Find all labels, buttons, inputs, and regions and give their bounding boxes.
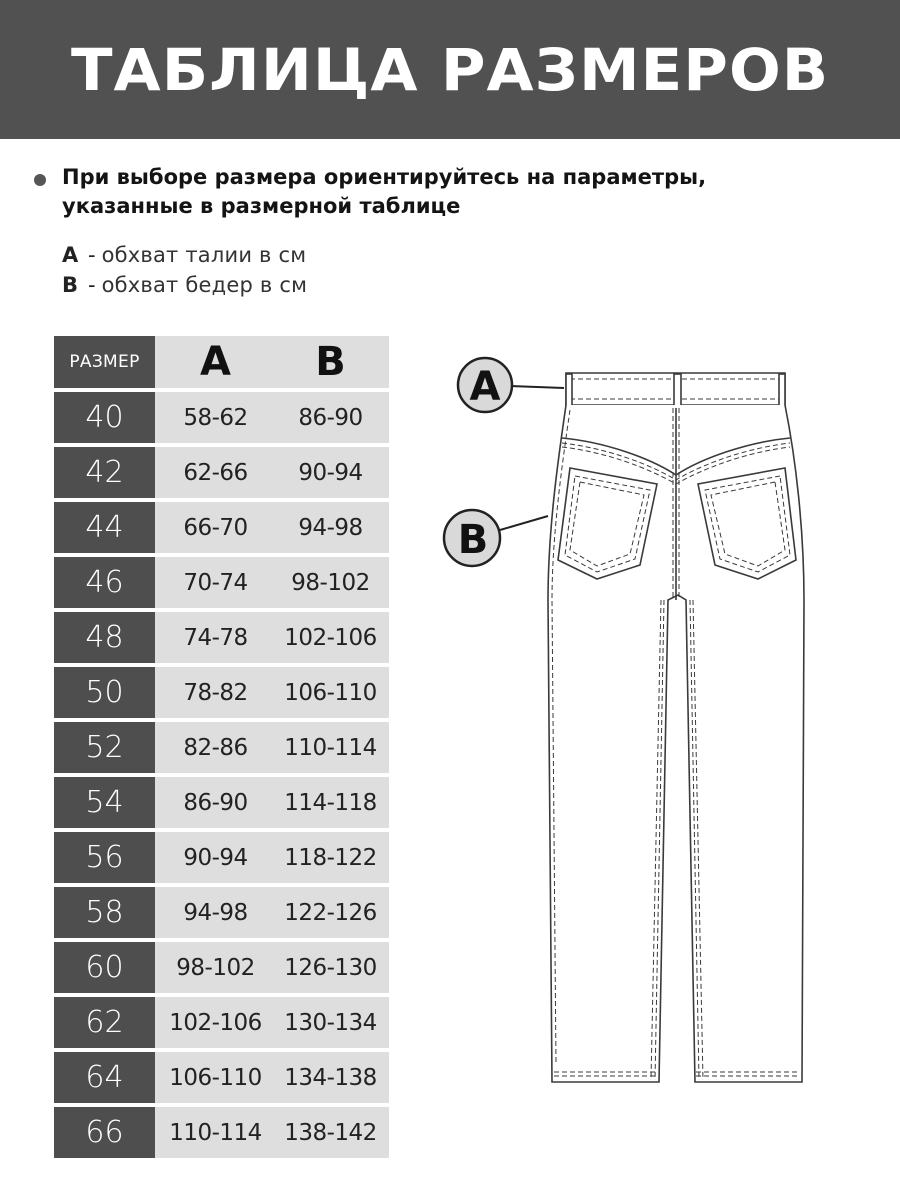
table-row [54, 557, 389, 608]
table-row [54, 612, 389, 663]
values-cell [155, 502, 389, 553]
hips-cell: 90-94 [298, 459, 363, 486]
marker-b [444, 510, 548, 566]
table-row [54, 1107, 389, 1158]
page-title: ТАБЛИЦА РАЗМЕРОВ [70, 35, 830, 104]
hips-cell: 122-126 [284, 899, 377, 926]
values-cell [155, 392, 389, 443]
legend-description: обхват бедер в см [101, 273, 308, 297]
header-b: B [315, 339, 346, 385]
size-cell: 48 [54, 612, 155, 663]
legend-key: B [62, 273, 79, 297]
waist-cell: 86-90 [183, 789, 248, 816]
waist-cell: 70-74 [183, 569, 248, 596]
values-cell [155, 612, 389, 663]
table-row [54, 832, 389, 883]
marker-a [458, 358, 564, 412]
pants-back-icon [430, 350, 850, 1100]
size-cell: 42 [54, 447, 155, 498]
table-body [54, 392, 389, 1158]
svg-text:B: B [457, 517, 489, 563]
waist-cell: 82-86 [183, 734, 248, 761]
table-row [54, 667, 389, 718]
intro-text [62, 163, 706, 221]
waist-cell: 102-106 [169, 1009, 262, 1036]
table-row [54, 1052, 389, 1103]
values-cell [155, 1107, 389, 1158]
legend-description: обхват талии в см [101, 243, 307, 267]
hips-cell: 110-114 [284, 734, 377, 761]
values-cell [155, 1052, 389, 1103]
size-cell: 56 [54, 832, 155, 883]
waist-cell: 62-66 [183, 459, 248, 486]
waist-cell: 66-70 [183, 514, 248, 541]
header-values [155, 336, 389, 388]
hips-cell: 130-134 [284, 1009, 377, 1036]
table-row [54, 777, 389, 828]
waist-cell: 90-94 [183, 844, 248, 871]
legend-key: A [62, 243, 79, 267]
waist-cell: 94-98 [183, 899, 248, 926]
legend-separator: - [88, 243, 96, 267]
size-cell: 64 [54, 1052, 155, 1103]
hips-cell: 94-98 [298, 514, 363, 541]
waist-cell: 58-62 [183, 404, 248, 431]
waist-cell: 110-114 [169, 1119, 262, 1146]
size-cell: 66 [54, 1107, 155, 1158]
intro-bullet-item [34, 163, 854, 221]
values-cell [155, 667, 389, 718]
values-cell [155, 942, 389, 993]
size-cell: 44 [54, 502, 155, 553]
values-cell [155, 777, 389, 828]
table-header-row [54, 336, 389, 388]
hips-cell: 118-122 [284, 844, 377, 871]
size-cell: 54 [54, 777, 155, 828]
hips-cell: 114-118 [284, 789, 377, 816]
svg-text:A: A [469, 364, 501, 410]
intro-text-line1: При выборе размера ориентируйтесь на параметры, [62, 165, 707, 189]
table-row [54, 722, 389, 773]
waist-cell: 78-82 [183, 679, 248, 706]
legend-item-b [62, 270, 307, 300]
size-cell: 62 [54, 997, 155, 1048]
measurement-legend [62, 240, 307, 300]
pants-illustration [430, 350, 850, 1100]
intro-text-line2: указанные в размерной таблице [62, 194, 461, 218]
hips-cell: 134-138 [284, 1064, 377, 1091]
size-cell: 52 [54, 722, 155, 773]
intro-note [34, 163, 854, 221]
hips-cell: 102-106 [284, 624, 377, 651]
waist-cell: 106-110 [169, 1064, 262, 1091]
values-cell [155, 997, 389, 1048]
table-row [54, 392, 389, 443]
hips-cell: 86-90 [298, 404, 363, 431]
header-a: A [200, 339, 231, 385]
header-size: РАЗМЕР [54, 336, 155, 388]
hips-cell: 98-102 [291, 569, 370, 596]
table-row [54, 942, 389, 993]
values-cell [155, 557, 389, 608]
table-row [54, 997, 389, 1048]
size-cell: 50 [54, 667, 155, 718]
table-row [54, 447, 389, 498]
size-cell: 46 [54, 557, 155, 608]
values-cell [155, 832, 389, 883]
size-cell: 60 [54, 942, 155, 993]
hips-cell: 138-142 [284, 1119, 377, 1146]
table-row [54, 887, 389, 938]
hips-cell: 106-110 [284, 679, 377, 706]
legend-item-a [62, 240, 307, 270]
values-cell [155, 447, 389, 498]
page-header [0, 0, 900, 139]
waist-cell: 98-102 [176, 954, 255, 981]
waist-cell: 74-78 [183, 624, 248, 651]
size-cell: 40 [54, 392, 155, 443]
hips-cell: 126-130 [284, 954, 377, 981]
table-row [54, 502, 389, 553]
values-cell [155, 887, 389, 938]
values-cell [155, 722, 389, 773]
size-table [54, 336, 389, 1162]
bullet-icon [34, 174, 46, 186]
legend-separator: - [88, 273, 96, 297]
size-cell: 58 [54, 887, 155, 938]
